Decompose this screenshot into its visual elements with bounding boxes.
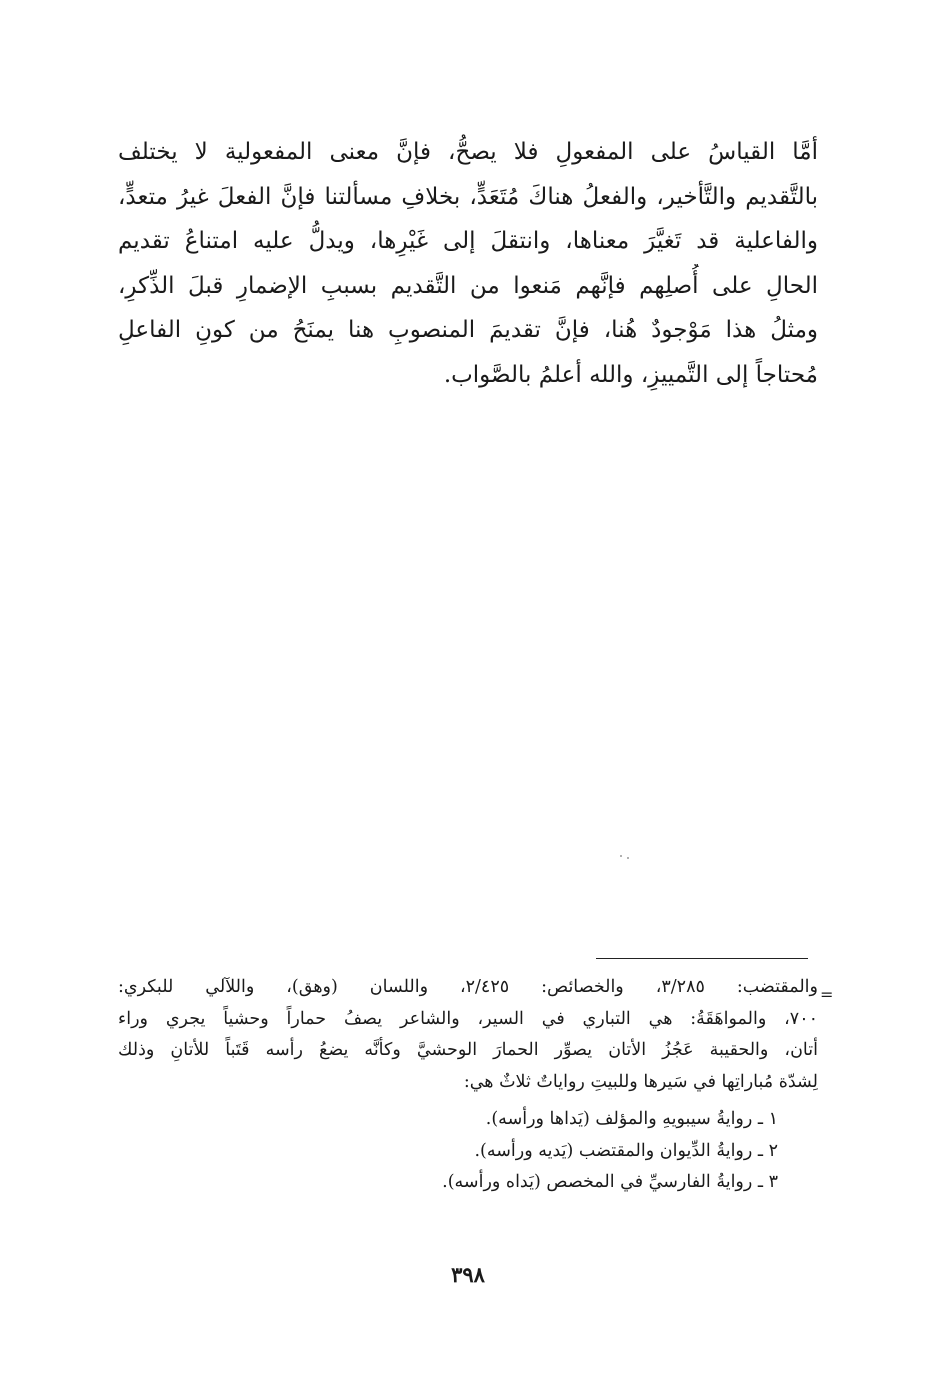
- footnote-variant: ٣ ـ روايةُ الفارسيِّ في المخصص (يَداه ورأسه).: [442, 1172, 778, 1192]
- footnote-continuation-mark: =: [820, 985, 834, 1004]
- page-number: ٣٩٨: [451, 1262, 485, 1287]
- main-text-line: الحالِ على أُصلِهم فإنَّهم مَنعوا من التَّقديم بسببِ الإضمارِ قبلَ الذِّكرِ،: [118, 272, 818, 299]
- scan-speck: [620, 855, 622, 857]
- footnote-line: لِشدّة مُباراتِها في سَيرها وللبيتِ رواياتٌ ثلاثٌ هي:: [463, 1071, 818, 1092]
- footnote-separator-rule: [596, 958, 808, 959]
- main-text-line: أمَّا القياسُ على المفعولِ فلا يصحُّ، فإنَّ معنى المفعولية لا يختلف: [118, 139, 818, 165]
- footnote-line: أتان، والحقيبة عَجُزُ الأتان يصوِّر الحمارَ الوحشيَّ وكأنَّه يضعُ رأسه قَتَباً للأتانِ وذلك: [118, 1040, 818, 1060]
- main-text-line: ومثلُ هذا مَوْجودٌ هُنا، فإنَّ تقديمَ المنصوبِ هنا يمنَحُ من كونِ الفاعلِ: [118, 317, 818, 343]
- main-text-block: [118, 130, 818, 397]
- footnote-line: والمقتضب: ٣/٢٨٥، والخصائص: ٢/٤٢٥، واللسان (وهق)، واللآلي للبكري:: [118, 977, 818, 997]
- main-text-line: بالتَّقديم والتَّأخير، والفعلُ هناكَ مُتَعَدٍّ، بخلافِ مسألتنا فإنَّ الفعلَ غيرُ متعدٍّ،: [118, 183, 818, 210]
- scan-speck: [627, 857, 629, 859]
- footnote-line: ٧٠٠، والمواهَقَةُ: هي التباري في السير، والشاعر يصفُ حماراً وحشياً يجري وراء: [118, 1008, 818, 1029]
- main-text-line: مُحتاجاً إلى التَّمييزِ، والله أعلمُ بالصَّواب.: [443, 361, 818, 388]
- main-text-line: والفاعلية قد تَغيَّرَ معناها، وانتقلَ إلى غَيْرِها، ويدلُّ عليه امتناعُ تقديم: [118, 228, 818, 254]
- footnote-variant: ١ ـ روايةُ سيبويهِ والمؤلف (يَداها ورأسه).: [485, 1109, 778, 1129]
- footnote-variant: ٢ ـ روايةُ الدِّيوان والمقتضب (يَديه ورأسه).: [474, 1140, 778, 1161]
- footnotes-block: [118, 972, 818, 1199]
